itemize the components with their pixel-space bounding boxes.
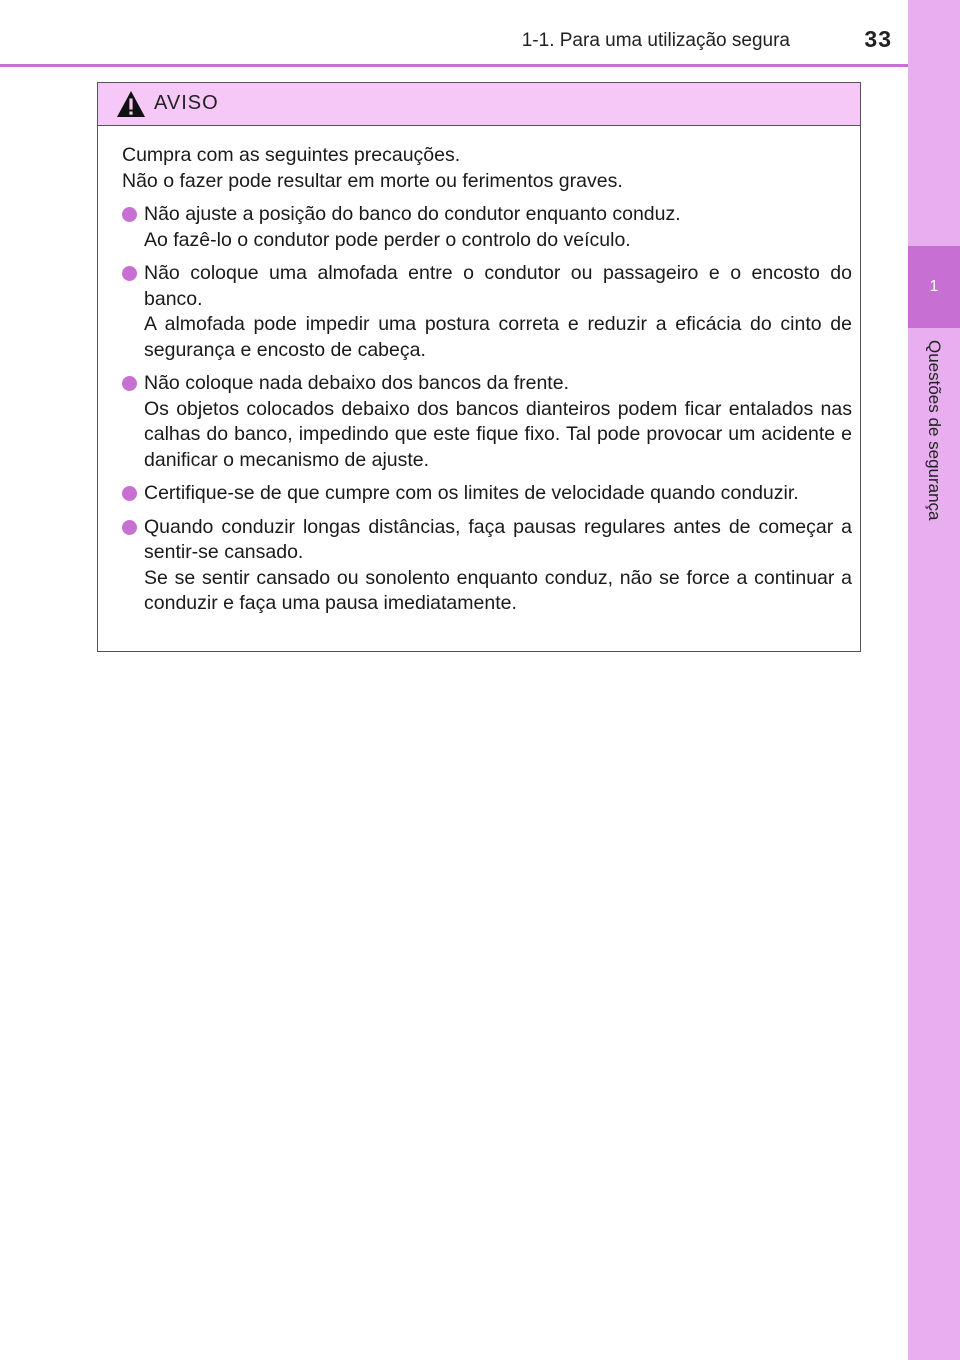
chapter-tab[interactable] (908, 246, 960, 328)
page-number: 33 (864, 26, 892, 52)
bullet-line: Ao fazê-lo o condutor pode perder o controlo do veículo. (144, 228, 631, 251)
warning-bullet (122, 202, 852, 253)
warning-bullet (122, 515, 852, 617)
warning-triangle-icon (116, 90, 146, 118)
bullet-line: Não coloque nada debaixo dos bancos da frente. (144, 372, 569, 394)
intro-line: Cumpra com as seguintes precauções. (122, 144, 461, 166)
bullet-dot-icon (122, 486, 137, 501)
bullet-dot-icon (122, 520, 137, 535)
header-divider (0, 64, 908, 67)
warning-header (98, 83, 860, 126)
bullet-line: A almofada pode impedir uma postura correta e reduzir a eficácia do cinto de segurança e encosto de cabeça. (144, 313, 852, 361)
warning-bullet (122, 481, 852, 507)
bullet-dot-icon (122, 207, 137, 222)
bullet-line: Os objetos colocados debaixo dos bancos dianteiros podem ficar entalados nas calhas do banco, impedindo que este fique fixo. Tal pode provocar um acidente e danificar o mecanismo de ajuste. (144, 397, 852, 471)
bullet-dot-icon (122, 376, 137, 391)
bullet-line: Quando conduzir longas distâncias, faça pausas regulares antes de começar a sentir-se cansado. (144, 515, 852, 563)
bullet-dot-icon (122, 266, 137, 281)
bullet-line: Certifique-se de que cumpre com os limites de velocidade quando conduzir. (144, 482, 799, 504)
chapter-number: 1 (929, 278, 939, 295)
intro-line: Não o fazer pode resultar em morte ou ferimentos graves. (122, 169, 623, 192)
bullet-line: Não ajuste a posição do banco do condutor enquanto conduz. (144, 203, 681, 225)
bullet-line: Se se sentir cansado ou sonolento enquanto conduz, não se force a continuar a conduzir e faça uma pausa imediatamente. (144, 566, 852, 614)
warning-body (122, 143, 852, 617)
side-tab-strip (908, 0, 960, 1360)
warning-bullet (122, 371, 852, 473)
warning-box (97, 82, 861, 652)
warning-bullet (122, 261, 852, 363)
section-title: 1-1. Para uma utilização segura (521, 30, 790, 51)
bullet-line: Não coloque uma almofada entre o condutor ou passageiro e o encosto do banco. (144, 262, 852, 310)
chapter-title: Questões de segurança (925, 340, 944, 521)
warning-intro (122, 143, 852, 194)
warning-label: AVISO (154, 92, 219, 114)
